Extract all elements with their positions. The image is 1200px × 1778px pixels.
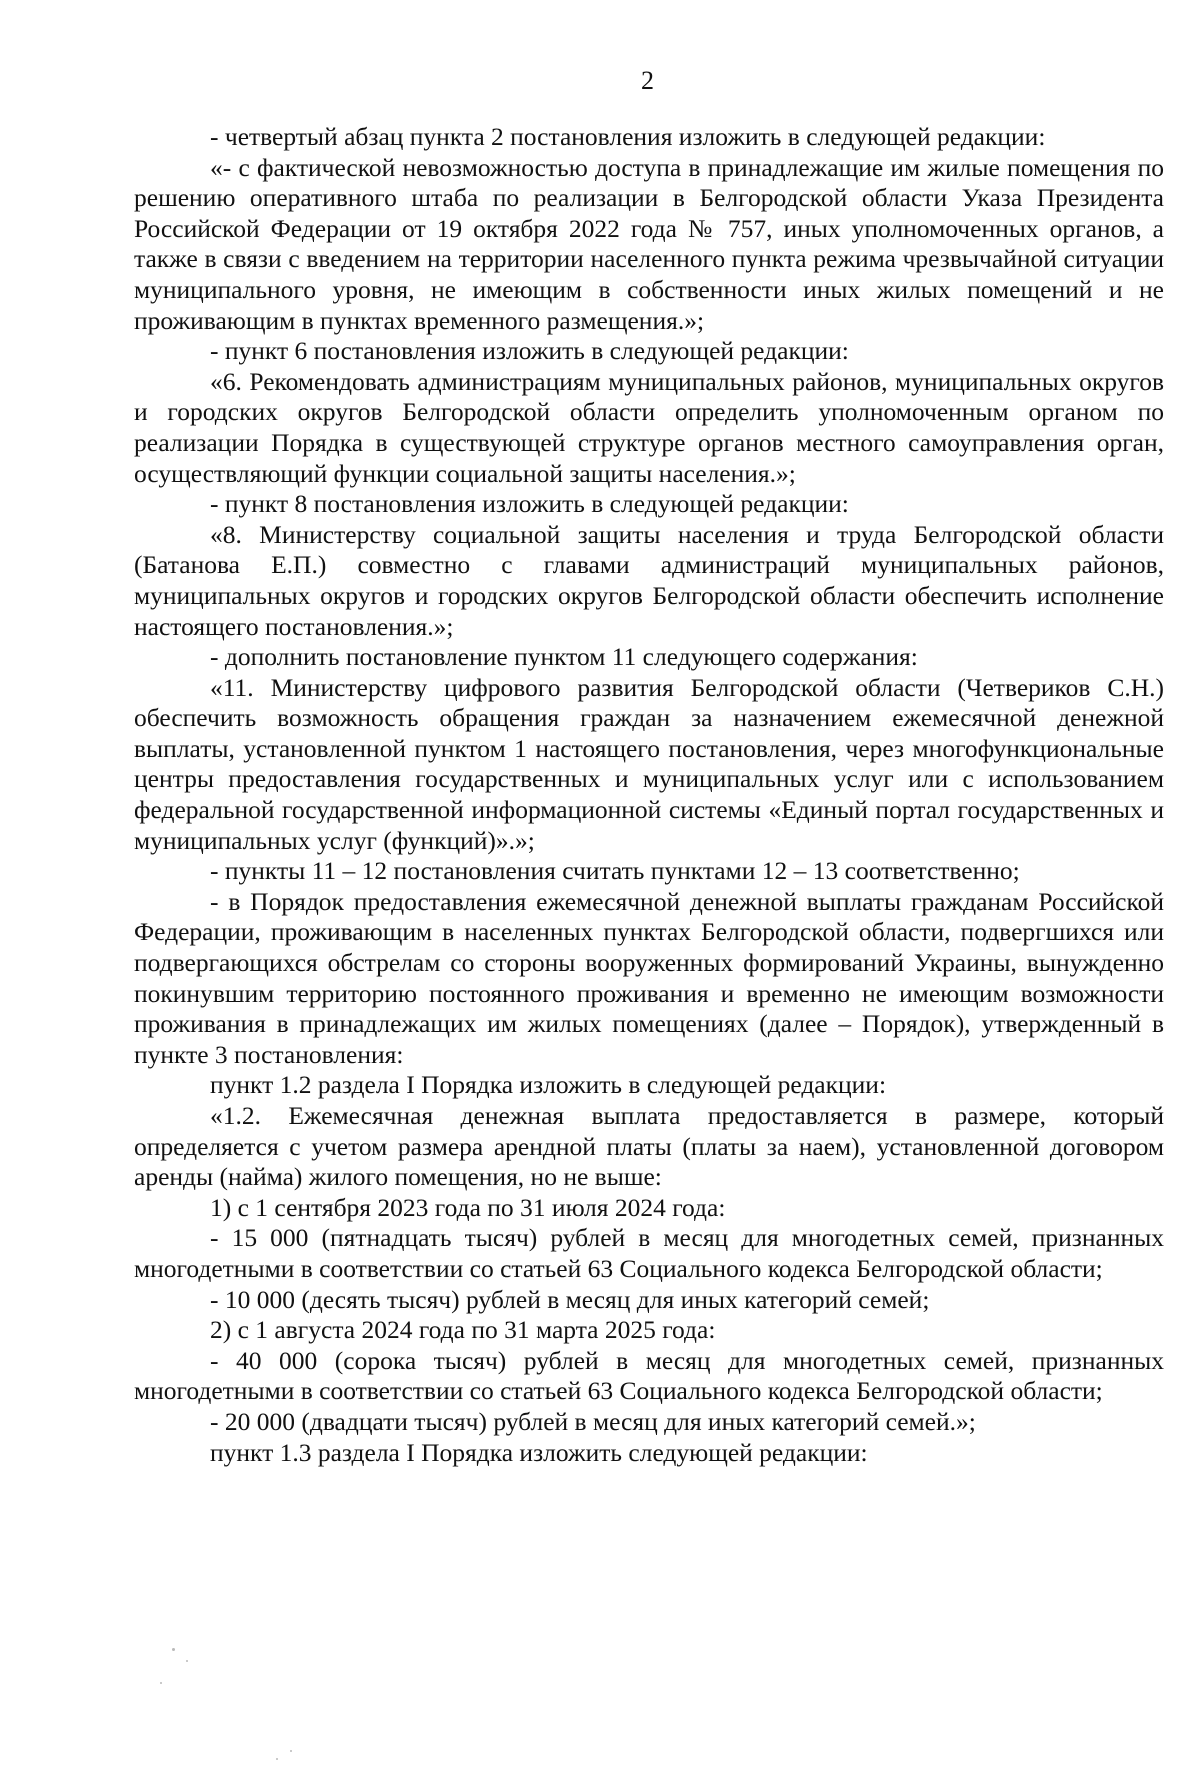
paragraph: «1.2. Ежемесячная денежная выплата предоставляется в размере, который определяется с учетом размера арендной платы (платы за наем), установленной договором аренды (найма) жилого помещения, но не выше: (134, 1101, 1164, 1192)
paragraph: 2) с 1 августа 2024 года по 31 марта 2025 года: (210, 1315, 716, 1345)
paragraph: - дополнить постановление пунктом 11 следующего содержания: (210, 642, 918, 672)
paragraph: - четвертый абзац пункта 2 постановления изложить в следующей редакции: (210, 122, 1046, 151)
paragraph: - в Порядок предоставления ежемесячной денежной выплаты гражданам Российской Федерации, проживающим в населенных пунктах Белгородской области, подвергшихся или подвергающихся обстрелам со стороны вооруженных формирований Украины, вынужденно покинувшим территорию постоянного проживания и временно не имеющим возможности проживания в принадлежащих им жилых помещениях (далее – Порядок), утвержденный в пункте 3 постановления: (134, 886, 1164, 1069)
paragraph: «8. Министерству социальной защиты населения и труда Белгородской области (Батанова Е.П.) совместно с главами администраций муниципальных районов, муниципальных округов и городских округов Белгородской области обеспечить исполнение настоящего постановления.»; (134, 519, 1164, 641)
paragraph: - 20 000 (двадцати тысяч) рублей в месяц для иных категорий семей.»; (210, 1406, 976, 1436)
scan-speck (172, 1648, 175, 1651)
page-number: 2 (641, 66, 654, 95)
paragraph: - 40 000 (сорока тысяч) рублей в месяц для многодетных семей, признанных многодетными в соответствии со статьей 63 Социального кодекса Белгородской области; (134, 1345, 1164, 1406)
paragraph: - пункт 6 постановления изложить в следующей редакции: (210, 336, 849, 366)
scan-speck (186, 1660, 188, 1662)
paragraph: - 10 000 (десять тысяч) рублей в месяц для иных категорий семей; (210, 1284, 930, 1314)
paragraph: пункт 1.2 раздела I Порядка изложить в следующей редакции: (210, 1070, 887, 1100)
scan-speck (290, 1750, 292, 1752)
scan-speck (160, 1682, 162, 1684)
paragraph: - 15 000 (пятнадцать тысяч) рублей в месяц для многодетных семей, признанных многодетными в соответствии со статьей 63 Социального кодекса Белгородской области; (134, 1223, 1164, 1283)
paragraph: пункт 1.3 раздела I Порядка изложить следующей редакции: (210, 1437, 868, 1467)
paragraph: «6. Рекомендовать администрациям муниципальных районов, муниципальных округов и городских округов Белгородской области определить уполномоченным органом по реализации Порядка в существующей структуре органов местного самоуправления орган, осуществляющий функции социальной защиты населения.»; (134, 366, 1164, 488)
paragraph: - пункт 8 постановления изложить в следующей редакции: (210, 489, 849, 519)
paragraph: «- с фактической невозможностью доступа в принадлежащие им жилые помещения по решению оперативного штаба по реализации в Белгородской области Указа Президента Российской Федерации от 19 октября 2022 года № 757, иных уполномоченных органов, а также в связи с введением на территории населенного пункта режима чрезвычайной ситуации муниципального уровня, не имеющим в собственности иных жилых помещений и не проживающим в пунктах временного размещения.»; (134, 152, 1164, 335)
paragraph: - пункты 11 – 12 постановления считать пунктами 12 – 13 соответственно; (210, 856, 1020, 886)
paragraph: 1) с 1 сентября 2023 года по 31 июля 2024 года: (210, 1192, 726, 1222)
document-body (134, 122, 1164, 1468)
paragraph: «11. Министерству цифрового развития Белгородской области (Четвериков С.Н.) обеспечить возможность обращения граждан за назначением ежемесячной денежной выплаты, установленной пунктом 1 настоящего постановления, через многофункциональные центры предоставления государственных и муниципальных услуг или с использованием федеральной государственной информационной системы «Единый портал государственных и муниципальных услуг (функций)».»; (134, 672, 1164, 855)
scan-speck (276, 1758, 278, 1760)
